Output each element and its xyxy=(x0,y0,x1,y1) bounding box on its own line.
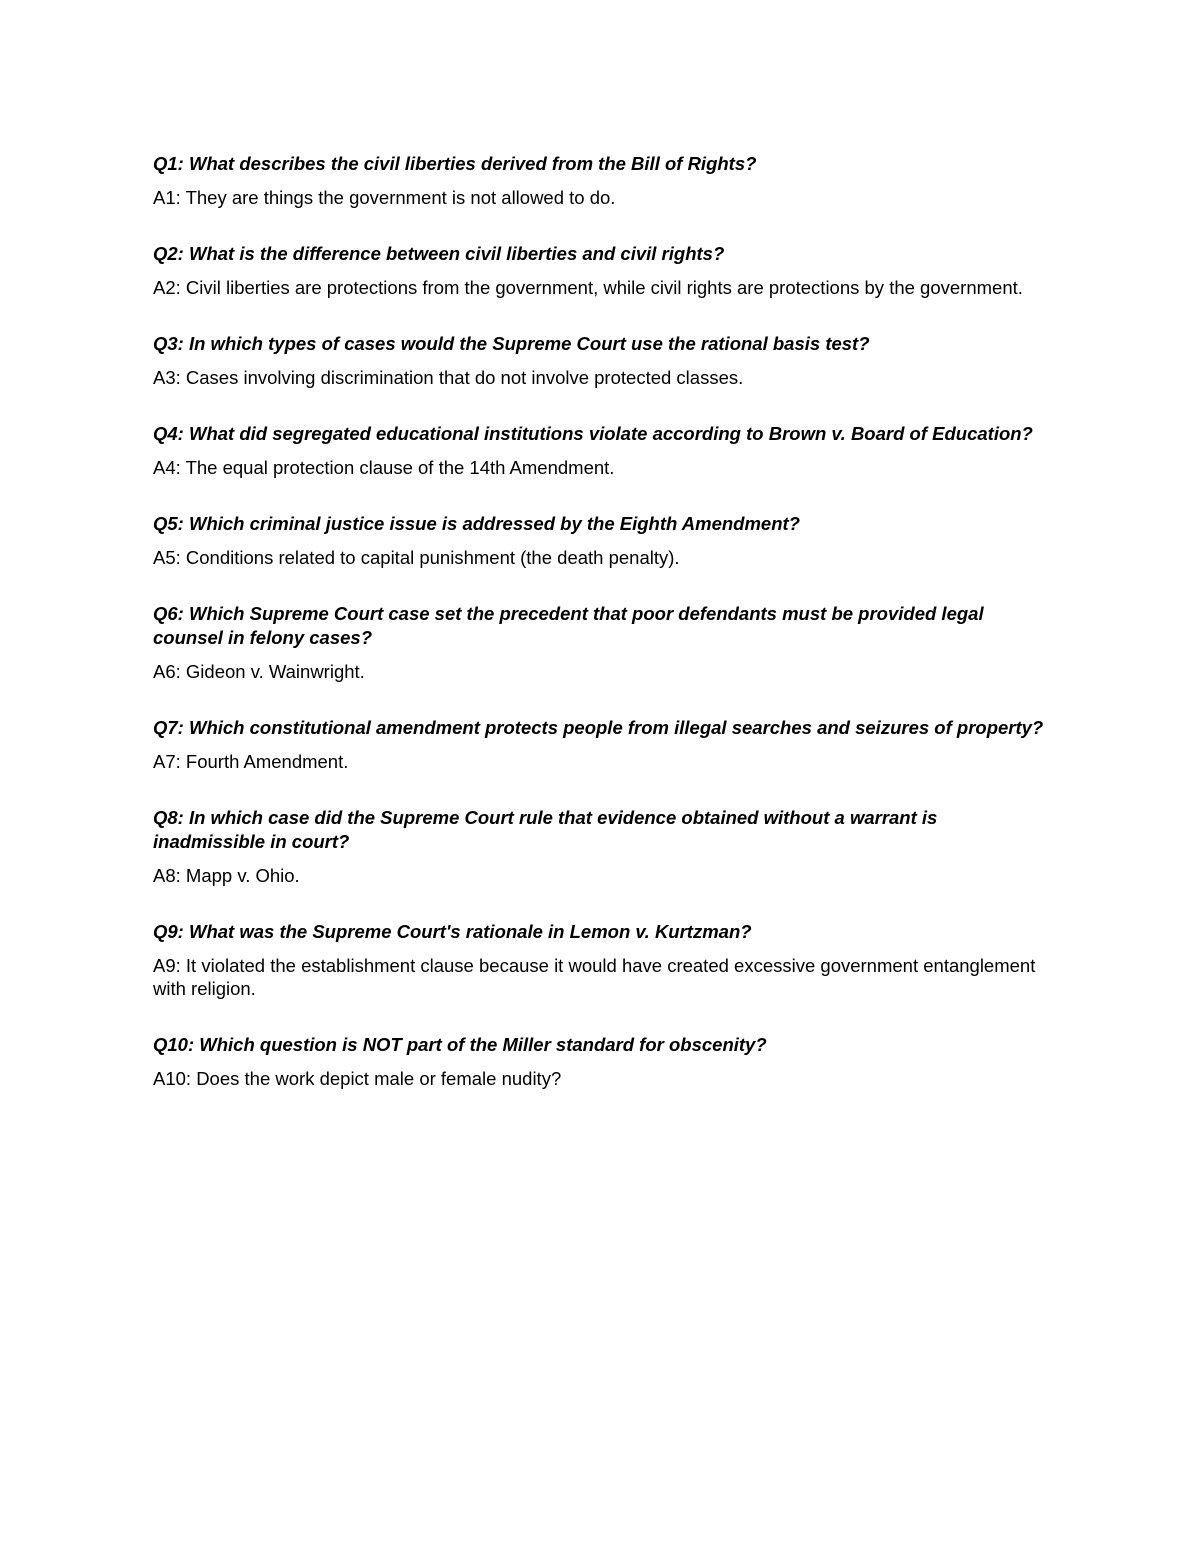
qa-item-4 xyxy=(153,422,1053,479)
qa-item-8 xyxy=(153,806,1053,887)
answer-9: A9: It violated the establishment clause because it would have created excessive government entanglement with religion. xyxy=(153,955,1036,999)
question-9: Q9: What was the Supreme Court's rationale in Lemon v. Kurtzman? xyxy=(153,921,752,942)
answer-5: A5: Conditions related to capital punishment (the death penalty). xyxy=(153,547,680,568)
answer-2: A2: Civil liberties are protections from the government, while civil rights are protections by the government. xyxy=(153,277,1023,298)
answer-6: A6: Gideon v. Wainwright. xyxy=(153,661,365,682)
qa-item-9 xyxy=(153,920,1053,1000)
question-6: Q6: Which Supreme Court case set the precedent that poor defendants must be provided legal counsel in felony cases? xyxy=(153,603,984,648)
qa-item-5 xyxy=(153,512,1053,569)
question-7: Q7: Which constitutional amendment protects people from illegal searches and seizures of property? xyxy=(153,717,1044,738)
question-8: Q8: In which case did the Supreme Court rule that evidence obtained without a warrant is inadmissible in court? xyxy=(153,807,938,852)
qa-item-7 xyxy=(153,716,1053,773)
qa-item-3 xyxy=(153,332,1053,389)
answer-10: A10: Does the work depict male or female nudity? xyxy=(153,1068,562,1089)
answer-8: A8: Mapp v. Ohio. xyxy=(153,865,300,886)
question-1: Q1: What describes the civil liberties derived from the Bill of Rights? xyxy=(153,153,757,174)
qa-list xyxy=(153,152,1053,1123)
question-10: Q10: Which question is NOT part of the Miller standard for obscenity? xyxy=(153,1034,767,1055)
question-3: Q3: In which types of cases would the Supreme Court use the rational basis test? xyxy=(153,333,870,354)
answer-4: A4: The equal protection clause of the 14th Amendment. xyxy=(153,457,615,478)
qa-item-1 xyxy=(153,152,1053,209)
answer-7: A7: Fourth Amendment. xyxy=(153,751,349,772)
answer-3: A3: Cases involving discrimination that do not involve protected classes. xyxy=(153,367,744,388)
qa-item-6 xyxy=(153,602,1053,683)
question-4: Q4: What did segregated educational institutions violate according to Brown v. Board of Education? xyxy=(153,423,1033,444)
qa-item-2 xyxy=(153,242,1053,299)
qa-item-10 xyxy=(153,1033,1053,1090)
question-2: Q2: What is the difference between civil liberties and civil rights? xyxy=(153,243,725,264)
answer-1: A1: They are things the government is not allowed to do. xyxy=(153,187,616,208)
question-5: Q5: Which criminal justice issue is addressed by the Eighth Amendment? xyxy=(153,513,800,534)
